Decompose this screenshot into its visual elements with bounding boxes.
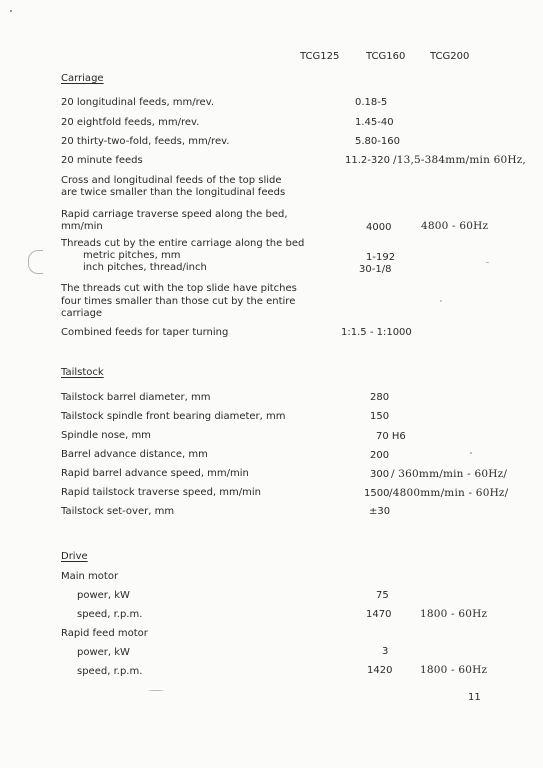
spec-label: Rapid barrel advance speed, mm/min bbox=[61, 468, 249, 479]
column-header-tcg160: TCG160 bbox=[366, 51, 406, 62]
spec-value: 3 bbox=[382, 646, 389, 657]
spec-value: 11.2-320 bbox=[345, 155, 390, 166]
spec-value: 1420 bbox=[367, 665, 393, 676]
section-heading-tailstock: Tailstock bbox=[61, 367, 104, 378]
spec-sublabel: power, kW bbox=[77, 590, 130, 601]
spec-label: four times smaller than those cut by the entire bbox=[61, 296, 296, 307]
scan-speck bbox=[440, 300, 442, 302]
spec-label: Barrel advance distance, mm bbox=[61, 449, 208, 460]
spec-value: 70 H6 bbox=[376, 431, 406, 442]
spec-value-60hz: /13,5-384mm/min 60Hz, bbox=[393, 154, 526, 166]
spec-label: Rapid carriage traverse speed along the bed, bbox=[61, 209, 288, 220]
spec-value: 1500 bbox=[364, 488, 390, 499]
spec-sublabel: inch pitches, thread/inch bbox=[83, 262, 207, 273]
spec-label: Tailstock barrel diameter, mm bbox=[61, 392, 211, 403]
spec-label: Cross and longitudinal feeds of the top slide bbox=[61, 175, 282, 186]
spec-value-60hz: /4800mm/min - 60Hz/ bbox=[389, 487, 509, 499]
spec-label: 20 thirty-two-fold, feeds, mm/rev. bbox=[61, 136, 230, 147]
spec-label: Combined feeds for taper turning bbox=[61, 327, 229, 338]
section-heading-carriage: Carriage bbox=[61, 73, 104, 84]
spec-label: Tailstock set-over, mm bbox=[61, 506, 175, 517]
spec-label: 20 longitudinal feeds, mm/rev. bbox=[61, 97, 215, 108]
spec-sublabel: speed, r.p.m. bbox=[77, 609, 143, 620]
spec-label: 20 eightfold feeds, mm/rev. bbox=[61, 117, 200, 128]
spec-label-main-motor: Main motor bbox=[61, 571, 119, 582]
spec-value-60hz: / 360mm/min - 60Hz/ bbox=[391, 468, 508, 480]
spec-label: Tailstock spindle front bearing diameter, mm bbox=[61, 411, 286, 422]
spec-label: 20 minute feeds bbox=[61, 155, 143, 166]
spec-label: mm/min bbox=[61, 221, 103, 232]
spec-label-rapid-feed-motor: Rapid feed motor bbox=[61, 628, 148, 639]
scan-speck bbox=[148, 690, 164, 691]
spec-value: 0.18-5 bbox=[355, 97, 388, 108]
spec-label: Threads cut by the entire carriage along the bed bbox=[61, 238, 305, 249]
spec-value: 150 bbox=[370, 411, 390, 422]
spec-value: 75 bbox=[376, 590, 389, 601]
scan-speck bbox=[470, 452, 472, 454]
page-number: 11 bbox=[468, 692, 481, 703]
spec-value: 1.45-40 bbox=[355, 117, 394, 128]
spec-value: 1470 bbox=[366, 609, 392, 620]
punch-hole-mark bbox=[28, 250, 43, 274]
spec-value: 5.80-160 bbox=[355, 136, 400, 147]
column-header-tcg125: TCG125 bbox=[300, 51, 340, 62]
spec-value: 280 bbox=[370, 392, 390, 403]
scan-speck bbox=[486, 262, 489, 263]
spec-value-60hz: 1800 - 60Hz bbox=[420, 608, 488, 620]
spec-value-60hz: 4800 - 60Hz bbox=[421, 220, 489, 232]
spec-label: Spindle nose, mm bbox=[61, 430, 151, 441]
column-header-tcg200: TCG200 bbox=[430, 51, 470, 62]
spec-value: ±30 bbox=[369, 506, 391, 517]
spec-value: 1:1.5 - 1:1000 bbox=[341, 327, 412, 338]
spec-value: 200 bbox=[370, 450, 390, 461]
spec-label: Rapid tailstock traverse speed, mm/min bbox=[61, 487, 261, 498]
spec-value: 1-192 bbox=[366, 252, 396, 263]
spec-sublabel: power, kW bbox=[77, 647, 130, 658]
spec-value: 300 bbox=[370, 469, 390, 480]
spec-value: 4000 bbox=[366, 222, 392, 233]
spec-sublabel: metric pitches, mm bbox=[83, 250, 181, 261]
scan-speck bbox=[10, 10, 12, 12]
spec-sublabel: speed, r.p.m. bbox=[77, 666, 143, 677]
spec-value-60hz: 1800 - 60Hz bbox=[420, 664, 488, 676]
spec-label: are twice smaller than the longitudinal feeds bbox=[61, 187, 286, 198]
spec-value: 30-1/8 bbox=[359, 264, 392, 275]
spec-label: The threads cut with the top slide have pitches bbox=[61, 283, 297, 294]
section-heading-drive: Drive bbox=[61, 551, 88, 562]
spec-label: carriage bbox=[61, 308, 103, 319]
